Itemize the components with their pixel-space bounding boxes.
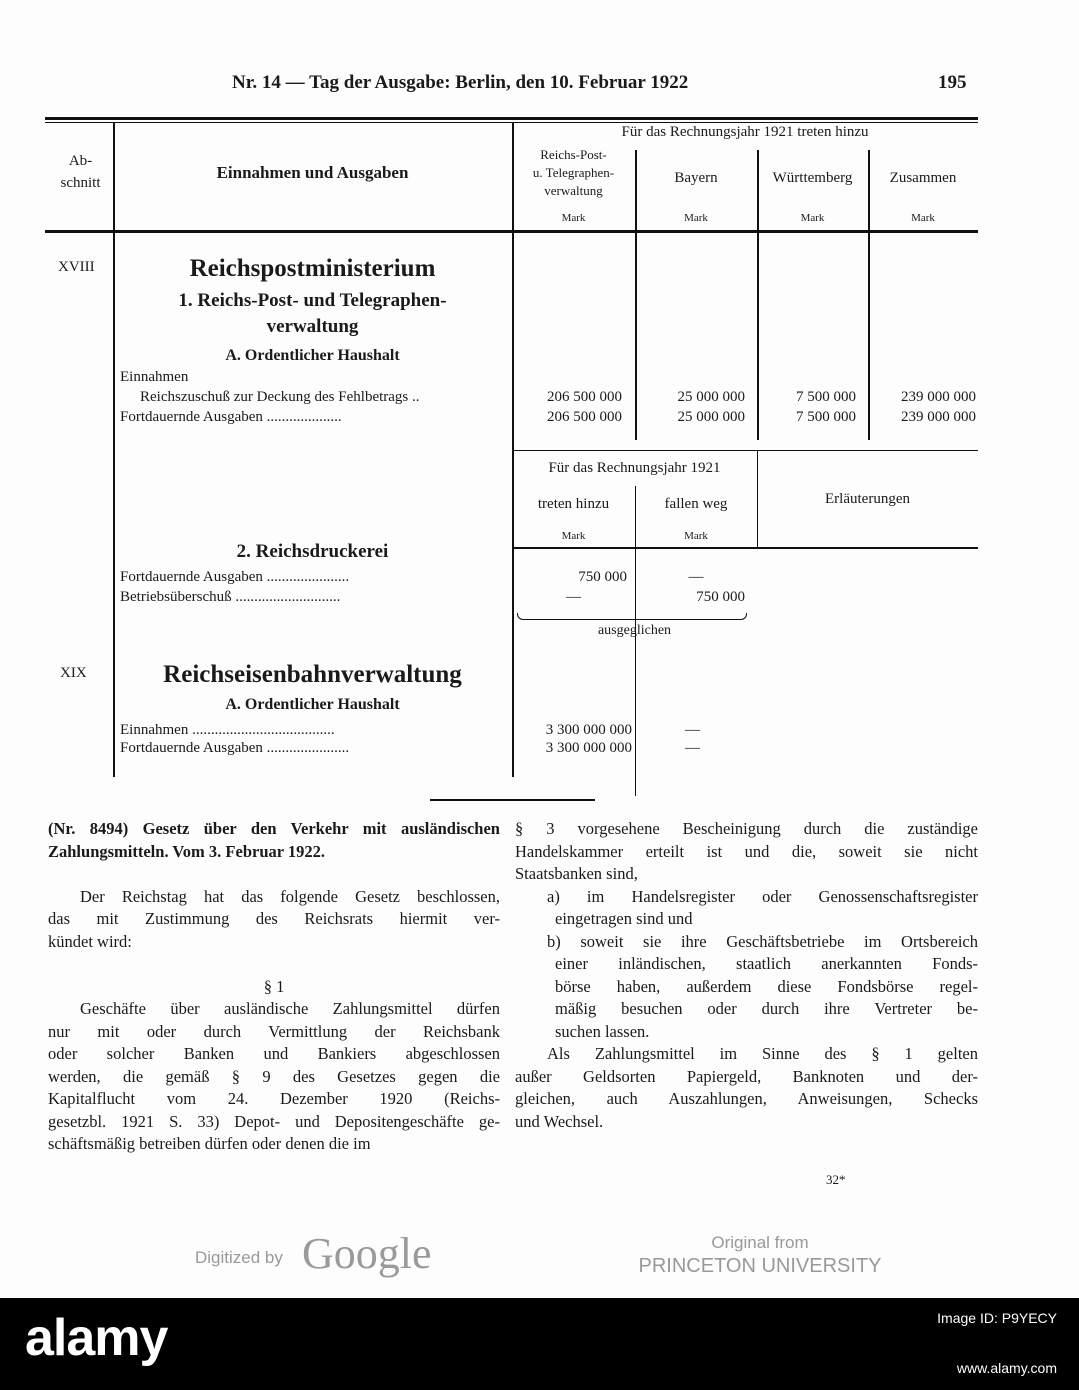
text-line: kündet wird:	[48, 931, 132, 951]
unit-label: Mark	[561, 212, 586, 224]
cell-value: 7 500 000	[796, 409, 856, 425]
digitized-by-label: Digitized by	[195, 1248, 283, 1267]
header-text: verwaltung	[544, 183, 603, 198]
section-number: XVIII	[58, 259, 95, 275]
cell-value: 239 000 000	[901, 389, 976, 405]
text-line: Staatsbanken sind,	[515, 864, 638, 883]
text-line: (Nr. 8494) Gesetz über den Verkehr mit ausländischen	[48, 819, 500, 838]
text-line: nur mit oder durch Vermittlung der Reichsbank	[48, 1021, 500, 1041]
cell-value: —	[566, 589, 581, 605]
subsection-title: 1. Reichs-Post- und Telegraphen-	[178, 290, 447, 311]
law-text-right-column	[515, 818, 978, 1133]
header-post	[512, 146, 635, 200]
row-group-label: Einnahmen	[120, 369, 189, 385]
text-line: schäftsmäßig betreiben dürfen oder denen die im	[48, 1134, 371, 1153]
text-line: gesetzbl. 1921 S. 33) Depot- und Depositengeschäfte ge-	[48, 1111, 500, 1131]
text-line: gleichen, auch Auszahlungen, Anweisungen, Schecks	[515, 1089, 978, 1108]
cell-value: 750 000	[696, 589, 745, 605]
text-line: suchen lassen.	[555, 1021, 650, 1041]
alamy-logo: alamy	[25, 1309, 168, 1367]
header-wuerttemberg: Württemberg	[772, 170, 853, 186]
text-line: Handelskammer erteilt ist und die, soweit sie nicht	[515, 841, 978, 861]
row-label: Betriebsüberschuß ............................	[120, 589, 341, 605]
original-from-label: Original from	[711, 1233, 809, 1252]
institution-label: PRINCETON UNIVERSITY	[638, 1255, 882, 1277]
header-notes: Erläuterungen	[825, 491, 910, 507]
balance-brace	[517, 613, 747, 620]
header-fallen-weg: fallen weg	[664, 496, 728, 512]
text-line: b) soweit sie ihre Geschäftsbetriebe im Ortsbereich	[547, 931, 978, 951]
header-section	[48, 150, 113, 194]
unit-label: Mark	[684, 530, 708, 542]
text-line: § 3 vorgesehene Bescheinigung durch die zuständige	[515, 819, 978, 838]
cell-value: 206 500 000	[547, 409, 622, 425]
image-id: Image ID: P9YECY	[937, 1310, 1057, 1326]
text-line	[48, 953, 500, 976]
text-line: das mit Zustimmung des Reichsrats hiermit ver-	[48, 909, 500, 928]
text-line: a) im Handelsregister oder Genossenschaftsregister	[547, 886, 978, 906]
section-separator	[430, 799, 595, 801]
page-number: 195	[938, 72, 967, 93]
row-label: Fortdauernde Ausgaben ......................	[120, 569, 350, 585]
header-items: Einnahmen und Ausgaben	[216, 163, 409, 182]
cell-value: 25 000 000	[677, 389, 745, 405]
header-text: Reichs-Post-	[540, 147, 607, 162]
header-group: Für das Rechnungsjahr 1921 treten hinzu	[621, 124, 869, 140]
unit-label: Mark	[684, 212, 708, 224]
text-line: werden, die gemäß § 9 des Gesetzes gegen die	[48, 1066, 500, 1086]
row-label: Reichszuschuß zur Deckung des Fehlbetrags ..	[140, 389, 420, 405]
header-text: schnitt	[60, 175, 101, 191]
text-line: § 1	[263, 976, 285, 996]
text-line	[48, 863, 500, 886]
section-number: XIX	[60, 665, 87, 681]
cell-value: 7 500 000	[796, 389, 856, 405]
budget-heading: A. Ordentlicher Haushalt	[225, 347, 400, 364]
cell-value: 750 000	[578, 569, 627, 585]
page-header-title: Nr. 14 — Tag der Ausgabe: Berlin, den 10. Februar 1922	[232, 72, 689, 93]
law-text-left-column	[48, 818, 500, 1156]
text-line: eingetragen sind und	[555, 909, 693, 928]
signature-mark: 32*	[826, 1172, 846, 1187]
header-zusammen: Zusammen	[889, 170, 957, 186]
cell-value: 3 300 000 000	[545, 722, 632, 738]
cell-value: —	[685, 722, 700, 738]
header-treten-hinzu: treten hinzu	[537, 496, 610, 512]
google-logo: Google	[302, 1229, 432, 1278]
section-title: Reichspostministerium	[189, 255, 436, 282]
subsection-title: verwaltung	[266, 316, 359, 337]
cell-value: 206 500 000	[547, 389, 622, 405]
text-line: börse haben, außerdem diese Fondsbörse regel-	[555, 976, 978, 996]
cell-value: 3 300 000 000	[545, 740, 632, 756]
header-text: Ab-	[68, 153, 93, 169]
table-top-rule	[45, 117, 978, 120]
section-title: Reichseisenbahnverwaltung	[163, 661, 462, 688]
row-label: Einnahmen ......................................	[120, 722, 335, 738]
header-bayern: Bayern	[674, 170, 718, 186]
stock-photo-bar	[0, 1298, 1079, 1390]
budget-heading: A. Ordentlicher Haushalt	[225, 696, 400, 713]
subtable-header-rule	[512, 547, 978, 549]
unit-label: Mark	[561, 530, 586, 542]
header-text: u. Telegraphen-	[532, 165, 615, 180]
cell-value: —	[688, 569, 704, 585]
subtable-rule	[512, 450, 978, 451]
subsection-title: 2. Reichsdruckerei	[236, 541, 389, 562]
text-line: Zahlungsmitteln. Vom 3. Februar 1922.	[48, 841, 326, 861]
text-line: Geschäfte über ausländische Zahlungsmittel dürfen	[80, 999, 500, 1018]
row-label: Fortdauernde Ausgaben ....................	[120, 409, 342, 425]
row-label: Fortdauernde Ausgaben ......................	[120, 740, 350, 756]
cell-value: —	[685, 740, 700, 756]
text-line: außer Geldsorten Papiergeld, Banknoten und der-	[515, 1066, 978, 1086]
cell-value: 25 000 000	[677, 409, 745, 425]
alamy-url: www.alamy.com	[956, 1360, 1057, 1376]
text-line: Der Reichstag hat das folgende Gesetz beschlossen,	[80, 886, 500, 906]
text-line: Kapitalflucht vom 24. Dezember 1920 (Reichs-	[48, 1089, 500, 1108]
text-line: Als Zahlungsmittel im Sinne des § 1 gelten	[547, 1044, 978, 1063]
text-line: und Wechsel.	[515, 1111, 604, 1131]
unit-label: Mark	[911, 212, 935, 224]
cell-value: 239 000 000	[901, 409, 976, 425]
text-line: mäßig besuchen oder durch ihre Vertreter be-	[555, 999, 978, 1018]
unit-label: Mark	[800, 212, 825, 224]
text-line: oder solcher Banken und Bankiers abgeschlossen	[48, 1044, 500, 1063]
subtable-group-header: Für das Rechnungsjahr 1921	[548, 460, 721, 476]
text-line: einer inländischen, staatlich anerkannten Fonds-	[555, 954, 978, 973]
balance-label: ausgeglichen	[597, 623, 672, 638]
